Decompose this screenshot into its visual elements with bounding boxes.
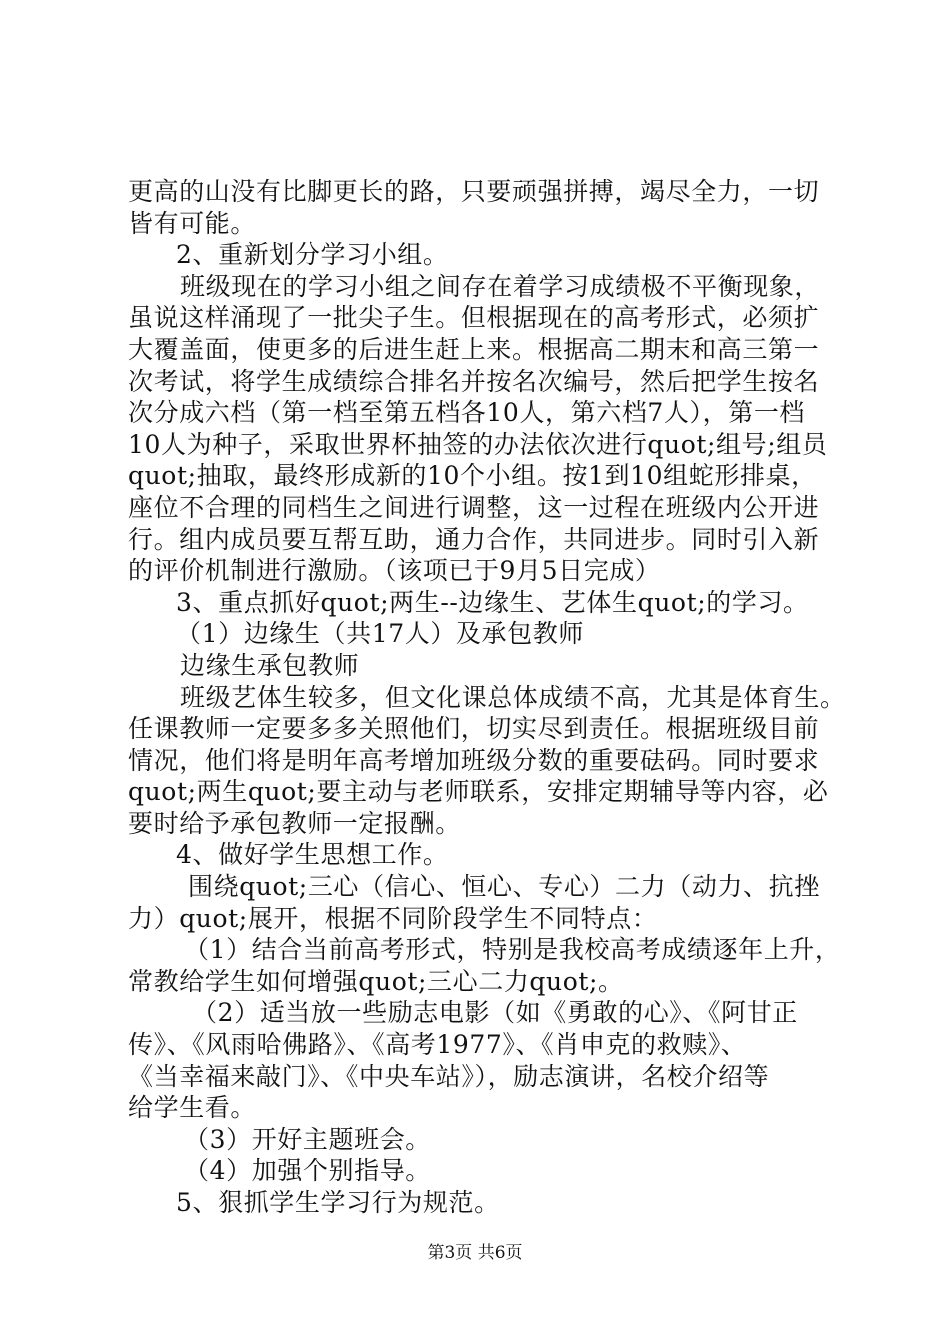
text-line: 的评价机制进行激励。（该项已于9月5日完成）: [128, 556, 661, 586]
paragraph-start-line: 围绕quot;三心（信心、恒心、专心）二力（动力、抗挫: [188, 872, 820, 902]
text-line: 力）quot;展开，根据不同阶段学生不同特点：: [128, 903, 658, 933]
list-item-line: （1）结合当前高考形式，特别是我校高考成绩逐年上升，: [184, 935, 841, 965]
section-heading: 2、重新划分学习小组。: [176, 240, 449, 270]
subheading-line: （1）边缘生（共17人）及承包教师: [176, 619, 584, 649]
paragraph-start-line: 班级现在的学习小组之间存在着学习成绩极不平衡现象，: [180, 271, 821, 301]
text-line: 座位不合理的同档生之间进行调整，这一过程在班级内公开进: [128, 492, 820, 522]
document-body: [128, 176, 848, 1219]
text-line: 行。组内成员要互帮互助，通力合作，共同进步。同时引入新: [128, 524, 820, 554]
section-heading: 4、做好学生思想工作。: [176, 840, 449, 870]
text-line: 10人为种子，采取世界杯抽签的办法依次进行quot;组号;组员: [128, 429, 828, 459]
text-line: 给学生看。: [128, 1093, 257, 1123]
list-item-line: （2）适当放一些励志电影（如《勇敢的心》、《阿甘正: [192, 998, 798, 1028]
text-line: quot;两生quot;要主动与老师联系，安排定期辅导等内容，必: [128, 777, 829, 807]
text-line: 常教给学生如何增强quot;三心二力quot;。: [128, 966, 624, 996]
page-number-footer: 第3页 共6页: [427, 1243, 523, 1263]
text-line: 虽说这样涌现了一批尖子生。但根据现在的高考形式，必须扩: [128, 303, 820, 333]
text-line: 大覆盖面，使更多的后进生赶上来。根据高二期末和高三第一: [128, 334, 820, 364]
paragraph-start-line: 班级艺体生较多，但文化课总体成绩不高，尤其是体育生。: [180, 682, 846, 712]
text-line: 要时给予承包教师一定报酬。: [128, 808, 461, 838]
text-line: 次分成六档（第一档至第五档各10人，第六档7人），第一档: [128, 398, 806, 428]
text-line: 次考试，将学生成绩综合排名并按名次编号，然后把学生按名: [128, 366, 820, 396]
list-item-line: （3）开好主题班会。: [184, 1124, 431, 1154]
text-line: 情况，他们将是明年高考增加班级分数的重要砝码。同时要求: [128, 745, 820, 775]
text-line: 传》、《风雨哈佛路》、《高考1977》、《肖申克的救赎》、: [128, 1030, 747, 1060]
text-line: 边缘生承包教师: [180, 650, 360, 680]
text-line: 任课教师一定要多多关照他们，切实尽到责任。根据班级目前: [128, 714, 820, 744]
text-line: 《当幸福来敲门》、《中央车站》），励志演讲，名校介绍等: [128, 1061, 770, 1091]
text-line: 皆有可能。: [128, 208, 257, 238]
section-heading: 3、重点抓好quot;两生--边缘生、艺体生quot;的学习。: [176, 587, 809, 617]
section-heading: 5、狠抓学生学习行为规范。: [176, 1188, 500, 1217]
list-item-line: （4）加强个别指导。: [184, 1156, 431, 1186]
text-line: 更高的山没有比脚更长的路，只要顽强拼搏，竭尽全力，一切: [128, 177, 820, 206]
text-line: quot;抽取，最终形成新的10个小组。按1到10组蛇形排桌，: [128, 461, 817, 491]
